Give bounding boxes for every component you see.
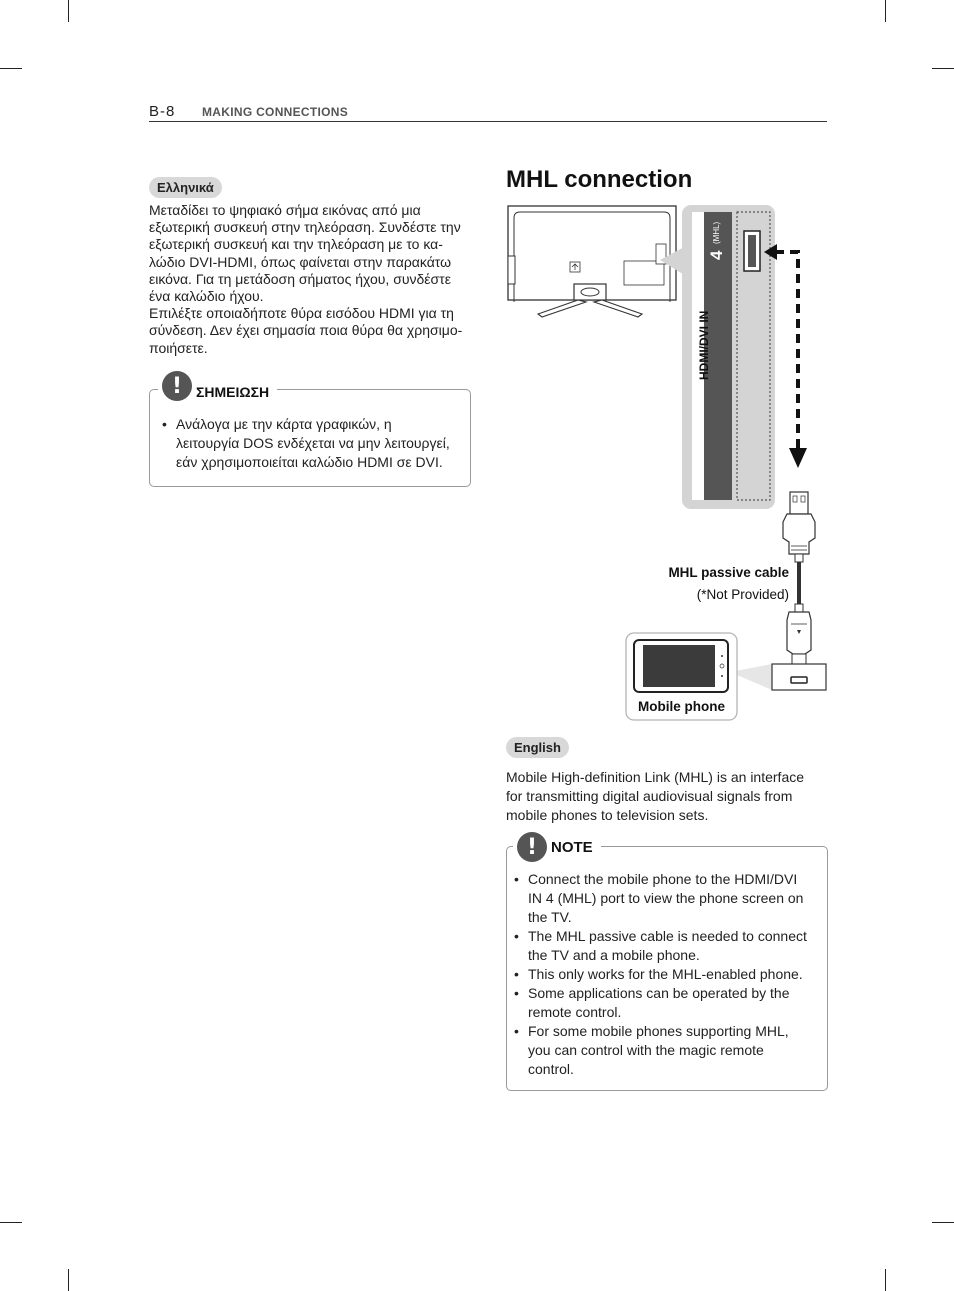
crop-mark [885, 0, 886, 22]
list-item: • The MHL passive cable is needed to connect the TV and a mobile phone. [514, 927, 820, 965]
exclamation-icon: ! [517, 832, 547, 862]
english-note-list [514, 870, 820, 1079]
list-item: • Connect the mobile phone to the HDMI/DVI IN 4 (MHL) port to view the phone screen on the TV. [514, 870, 820, 927]
list-item: • For some mobile phones supporting MHL, you can control with the magic remote control. [514, 1022, 820, 1079]
crop-mark [0, 68, 22, 69]
crop-mark [932, 68, 954, 69]
crop-mark [68, 1269, 69, 1291]
cable-label: MHL passive cable [668, 565, 789, 580]
cable-segment [797, 562, 801, 604]
list-item: • Some applications can be operated by the remote control. [514, 984, 820, 1022]
list-item: • This only works for the MHL-enabled phone. [514, 965, 820, 984]
english-note-header [513, 830, 601, 864]
crop-mark [885, 1269, 886, 1291]
exclamation-icon: ! [162, 371, 192, 401]
crop-mark [68, 0, 69, 22]
english-paragraph: Mobile High-definition Link (MHL) is an interface for transmitting digital audiovisual signals from mobile phones to television sets. [506, 769, 805, 823]
phone-port-callout [730, 664, 826, 690]
port-mhl-label: (MHL) [712, 221, 721, 244]
page-number: B-8 [149, 103, 176, 120]
hdmi-port-panel [682, 205, 775, 509]
english-note-title: NOTE [551, 838, 593, 856]
micro-usb-plug [787, 604, 811, 666]
greek-paragraph: Μεταδίδει το ψηφιακό σήμα εικόνας από μια εξωτερική συσκευή στην τηλεόραση. Συνδέστε την εξωτερική συσκευή και την τηλεόραση με το κα- λώδιο DVI-HDMI, όπως φαίνεται στην παρακάτω εικόνα. Για τη μετάδοση σήματος ήχου, συνδέστε ένα καλώδιο ήχου. Επιλέξτε οποιαδήποτε θύρα εισόδου HDMI για τη σύνδεση. Δεν έχει σημασία ποια θύρα θα χρησιμο- ποιήσετε. [149, 202, 463, 356]
language-badge-greek: Ελληνικά [149, 177, 222, 198]
tv-back-illustration [508, 206, 686, 317]
greek-note-header [158, 366, 277, 406]
greek-note-title: ΣΗΜΕΙΩΣΗ [196, 384, 270, 400]
port-name-label: HDMI/DVI IN [697, 310, 711, 380]
page-title: MHL connection [506, 166, 693, 193]
mhl-connection-diagram [500, 198, 840, 728]
section-title: MAKING CONNECTIONS [202, 105, 349, 119]
header-divider [149, 121, 827, 122]
port-number-label: 4 [707, 250, 726, 260]
greek-note-list [162, 415, 462, 472]
cable-note: (*Not Provided) [696, 587, 789, 602]
phone-label: Mobile phone [638, 699, 725, 714]
crop-mark [0, 1222, 22, 1223]
hdmi-plug [783, 492, 815, 562]
language-badge-english: English [506, 737, 569, 758]
crop-mark [932, 1222, 954, 1223]
list-item: • Ανάλογα με την κάρτα γραφικών, η λειτουργία DOS ενδέχεται να μην λειτουργεί, εάν χρησιμοποιείται καλώδιο HDMI σε DVI. [162, 415, 462, 472]
